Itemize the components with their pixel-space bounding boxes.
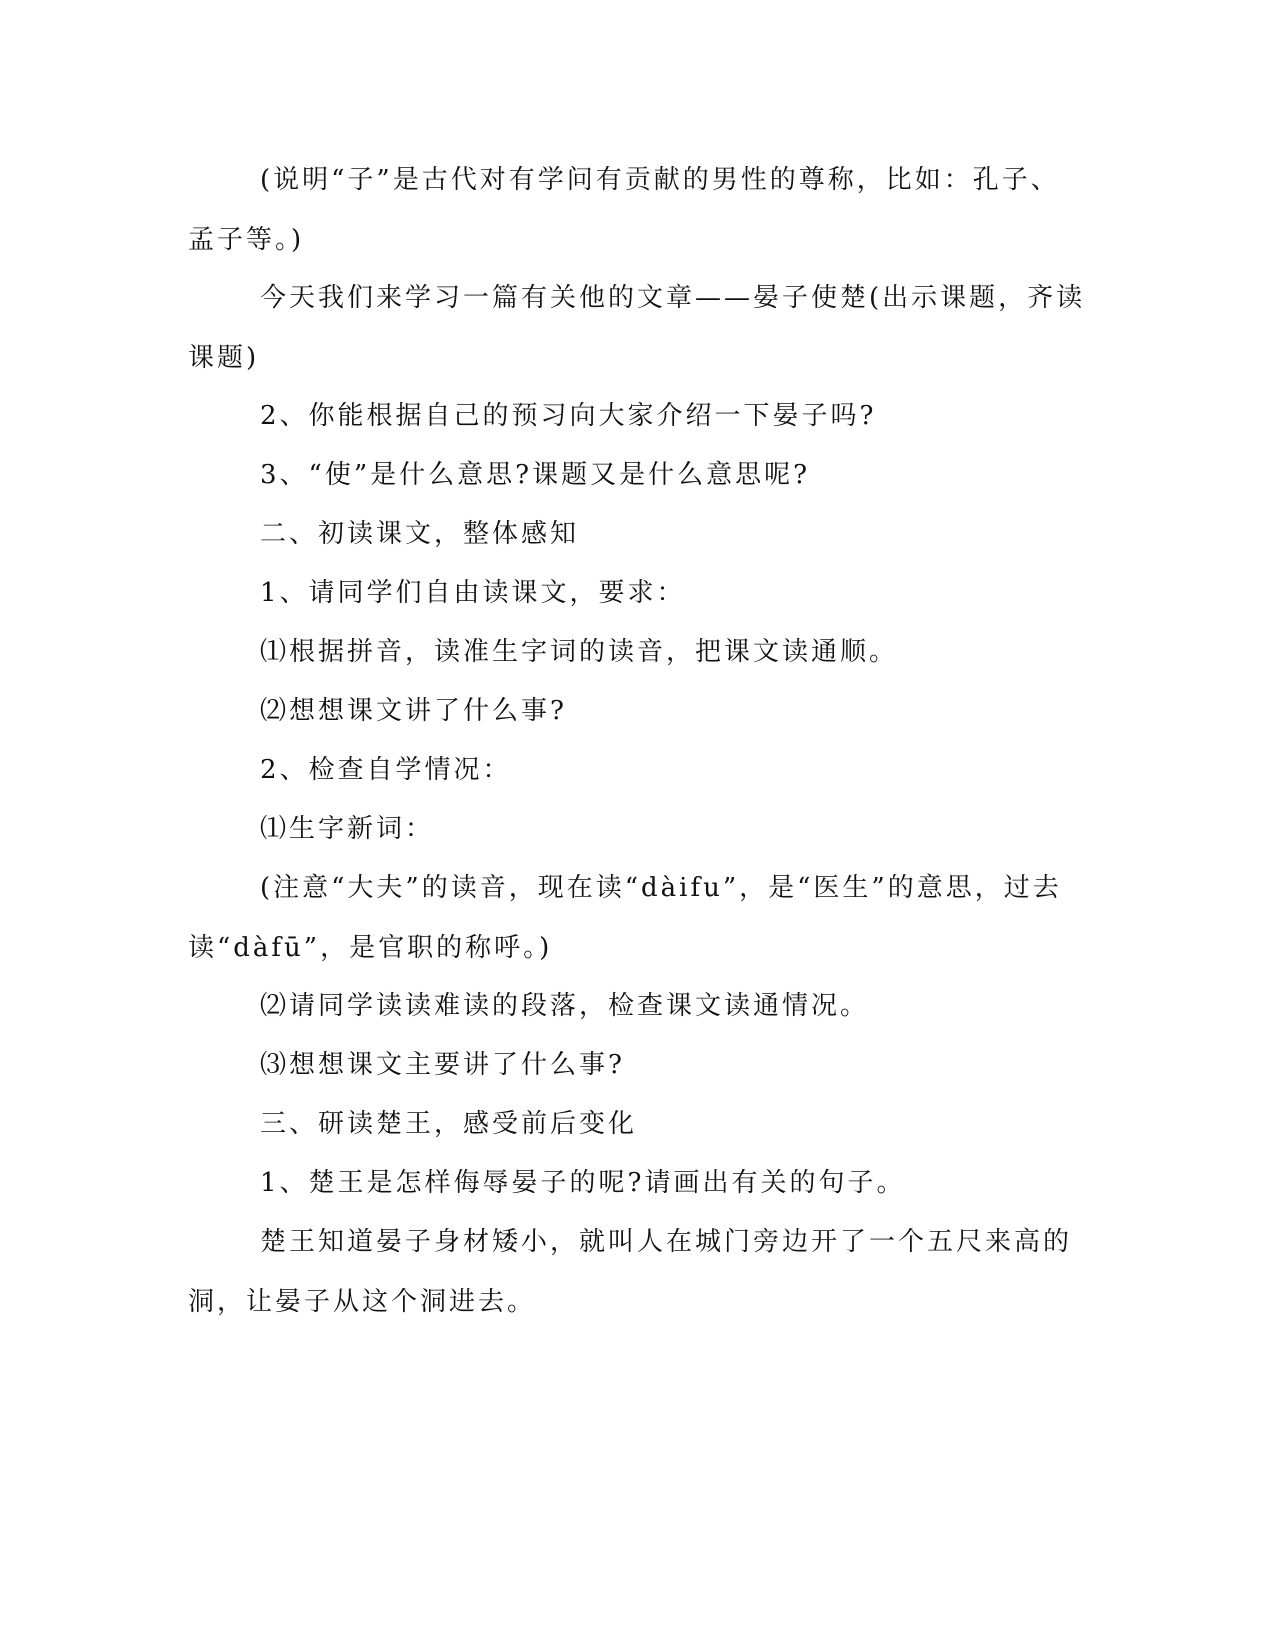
paragraph-read-difficult: ⑵请同学读读难读的段落，检查课文读通情况。 [260,991,870,1021]
paragraph-new-words: ⑴生字新词： [260,814,435,844]
section-heading-3: 三、研读楚王，感受前后变化 [260,1109,638,1139]
paragraph-task-1: ⑴根据拼音，读准生字词的读音，把课文读通顺。 [260,637,899,667]
paragraph-reading-task: 1、请同学们自由读课文，要求： [260,578,686,608]
section-heading-2: 二、初读课文，整体感知 [260,519,580,549]
paragraph-check-self-study: 2、检查自学情况： [260,755,512,785]
paragraph-dafu-note: (注意“大夫”的读音，现在读“dàifu”，是“医生”的意思，过去读“dàfū”，是官职的称呼。) [188,873,1062,963]
paragraph-zi-explanation: (说明“子”是古代对有学问有贡献的男性的尊称，比如：孔子、孟子等。) [188,165,1060,255]
paragraph-story-quote: 楚王知道晏子身材矮小，就叫人在城门旁边开了一个五尺来高的洞，让晏子从这个洞进去。 [188,1227,1073,1317]
paragraph-task-2: ⑵想想课文讲了什么事? [260,696,567,726]
paragraph-main-idea: ⑶想想课文主要讲了什么事? [260,1050,625,1080]
paragraph-insult-question: 1、楚王是怎样侮辱晏子的呢?请画出有关的句子。 [260,1168,906,1198]
paragraph-lesson-intro: 今天我们来学习一篇有关他的文章——晏子使楚(出示课题，齐读课题) [188,283,1086,373]
paragraph-question-3: 3、“使”是什么意思?课题又是什么意思呢? [260,460,811,490]
paragraph-question-2: 2、你能根据自己的预习向大家介绍一下晏子吗? [260,401,877,431]
